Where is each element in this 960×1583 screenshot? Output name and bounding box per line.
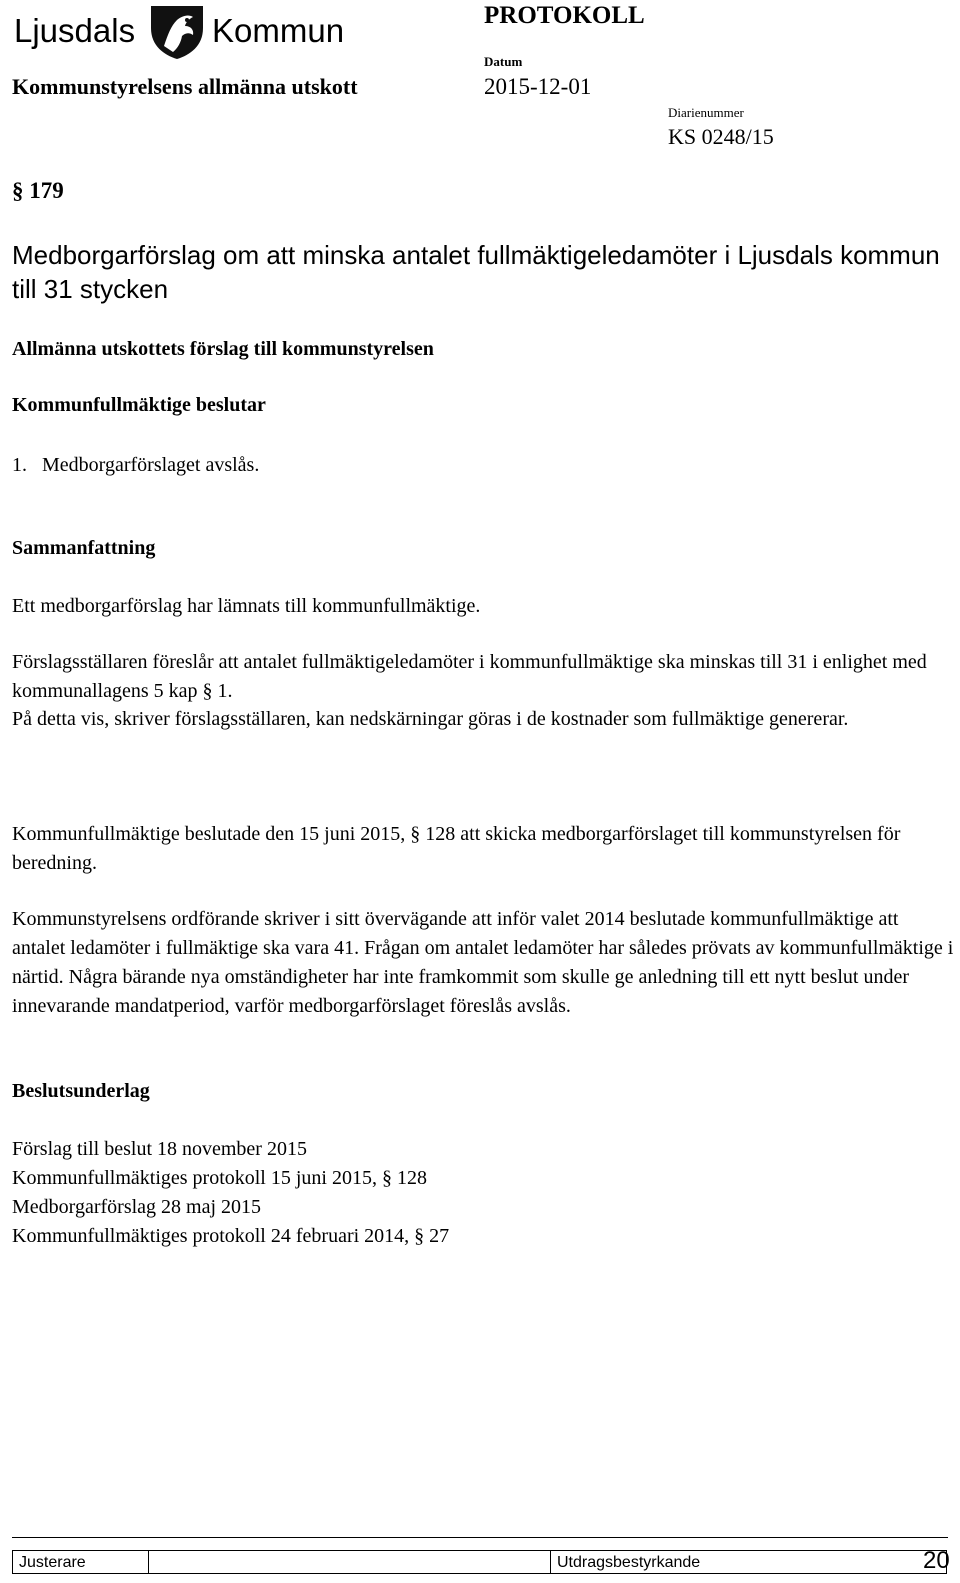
summary-paragraph-5: Kommunstyrelsens ordförande skriver i sitt övervägande att inför valet 2014 beslutade kommunfullmäktige att antalet ledamöter i fullmäktige ska vara 41. Frågan om antalet ledamöter har således prövats av kommunfullmäktige i närtid. Några bärande nya omständigheter har inte framkommit som skulle ge anledning till ett nytt beslut under innevarande mandatperiod, varför medborgarförslaget föreslås avslås. xyxy=(12,908,954,1017)
basis-list xyxy=(12,1135,954,1251)
paragraph-number: § 179 xyxy=(12,178,64,203)
basis-item: Kommunfullmäktiges protokoll 24 februari 2014, § 27 xyxy=(12,1225,450,1247)
municipality-logo xyxy=(14,4,345,56)
summary-paragraph-1: Ett medborgarförslag har lämnats till kommunfullmäktige. xyxy=(12,595,481,617)
decision-heading: Kommunfullmäktige beslutar xyxy=(12,394,266,416)
summary-heading: Sammanfattning xyxy=(12,537,156,559)
certification-label: Utdragsbestyrkande xyxy=(550,1550,947,1574)
date-value: 2015-12-01 xyxy=(484,74,592,99)
summary-paragraph-3: På detta vis, skriver förslagsställaren, kan nedskärningar göras i de kostnader som fullmäktige genererar. xyxy=(12,708,849,730)
crest-icon xyxy=(146,4,208,60)
proposal-heading: Allmänna utskottets förslag till kommunstyrelsen xyxy=(12,338,434,360)
summary-paragraph-2: Förslagsställaren föreslår att antalet fullmäktigeledamöter i kommunfullmäktige ska minskas till 31 i enlighet med kommunallagens 5 kap § 1. xyxy=(12,651,927,702)
summary-paragraph-4: Kommunfullmäktige beslutade den 15 juni 2015, § 128 att skicka medborgarförslaget till kommunstyrelsen för beredning. xyxy=(12,823,901,874)
adjusters-label: Justerare xyxy=(12,1550,148,1574)
basis-item: Förslag till beslut 18 november 2015 xyxy=(12,1138,307,1160)
logo-text-right: Kommun xyxy=(212,12,345,49)
logo-text-left: Ljusdals xyxy=(14,12,136,49)
document-type: PROTOKOLL xyxy=(484,2,645,29)
diary-number-value: KS 0248/15 xyxy=(668,124,774,149)
basis-heading: Beslutsunderlag xyxy=(12,1080,150,1102)
date-label: Datum xyxy=(484,54,523,69)
committee-name: Kommunstyrelsens allmänna utskott xyxy=(12,74,358,99)
decision-item: 1. Medborgarförslaget avslås. xyxy=(12,454,260,476)
footer-divider xyxy=(12,1537,948,1538)
signature-footer xyxy=(12,1550,947,1574)
basis-item: Medborgarförslag 28 maj 2015 xyxy=(12,1196,262,1218)
basis-item: Kommunfullmäktiges protokoll 15 juni 2015, § 128 xyxy=(12,1167,427,1189)
page-number: 20 xyxy=(923,1547,950,1574)
page-title: Medborgarförslag om att minska antalet fullmäktigeledamöter i Ljusdals kommun till 31 stycken xyxy=(12,240,940,304)
diary-number-label: Diarienummer xyxy=(668,105,744,120)
adjusters-signature-field xyxy=(148,1550,550,1574)
